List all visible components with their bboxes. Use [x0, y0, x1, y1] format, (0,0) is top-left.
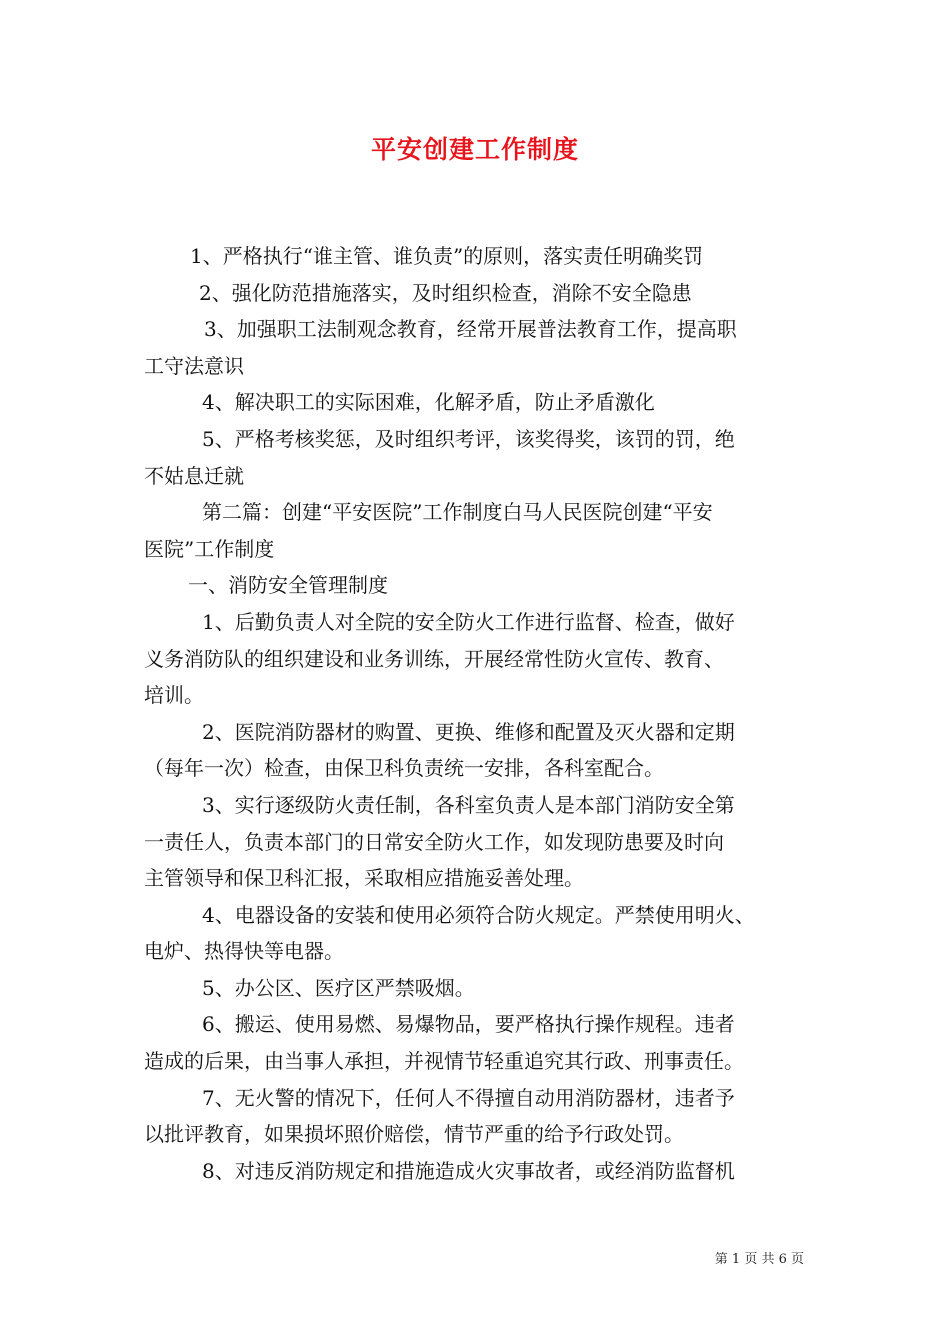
paragraph-line: 主管领导和保卫科汇报，采取相应措施妥善处理。: [144, 866, 584, 891]
paragraph-line: 造成的后果，由当事人承担，并视情节轻重追究其行政、刑事责任。: [144, 1049, 744, 1074]
paragraph-line: 8、对违反消防规定和措施造成火灾事故者，或经消防监督机: [202, 1158, 735, 1183]
paragraph-line: 不姑息迁就: [144, 463, 244, 488]
paragraph-line: 电炉、热得快等电器。: [144, 939, 344, 964]
paragraph-line: 5、办公区、医疗区严禁吸烟。: [202, 975, 475, 1000]
paragraph-line: （每年一次）检查，由保卫科负责统一安排，各科室配合。: [144, 756, 664, 781]
paragraph-line: 1、后勤负责人对全院的安全防火工作进行监督、检查，做好: [202, 609, 735, 634]
paragraph-line: 培训。: [144, 683, 204, 708]
paragraph-line: 4、解决职工的实际困难，化解矛盾，防止矛盾激化: [202, 390, 655, 415]
paragraph-line: 3、实行逐级防火责任制，各科室负责人是本部门消防安全第: [202, 792, 735, 817]
paragraph-line: 第二篇：创建“平安医院”工作制度白马人民医院创建“平安: [202, 500, 713, 525]
paragraph-line: 1、严格执行“谁主管、谁负责”的原则，落实责任明确奖罚: [190, 244, 704, 268]
paragraph-line: 3、加强职工法制观念教育，经常开展普法教育工作，提高职: [204, 317, 737, 342]
page-footer: 第 1 页 共 6 页: [714, 1252, 804, 1267]
paragraph-line: 工守法意识: [144, 353, 244, 378]
document-body: [144, 238, 810, 1189]
paragraph-line: 一、消防安全管理制度: [188, 573, 388, 598]
paragraph-line: 义务消防队的组织建设和业务训练，开展经常性防火宣传、教育、: [144, 646, 724, 671]
paragraph-line: 以批评教育，如果损坏照价赔偿，情节严重的给予行政处罚。: [144, 1122, 684, 1147]
paragraph-line: 4、电器设备的安装和使用必须符合防火规定。严禁使用明火、: [202, 902, 755, 927]
paragraph-line: 7、无火警的情况下，任何人不得擅自动用消防器材，违者予: [202, 1085, 735, 1110]
paragraph-line: 一责任人，负责本部门的日常安全防火工作，如发现防患要及时向: [144, 829, 724, 854]
paragraph-line: 6、搬运、使用易燃、易爆物品，要严格执行操作规程。违者: [202, 1012, 735, 1037]
paragraph-line: 5、严格考核奖惩，及时组织考评，该奖得奖，该罚的罚，绝: [202, 426, 735, 451]
paragraph-line: 医院”工作制度: [144, 536, 275, 561]
paragraph-line: 2、强化防范措施落实，及时组织检查，消除不安全隐患: [199, 280, 692, 305]
paragraph-line: 2、医院消防器材的购置、更换、维修和配置及灭火器和定期: [202, 719, 735, 744]
document-title: 平安创建工作制度: [370, 135, 579, 164]
